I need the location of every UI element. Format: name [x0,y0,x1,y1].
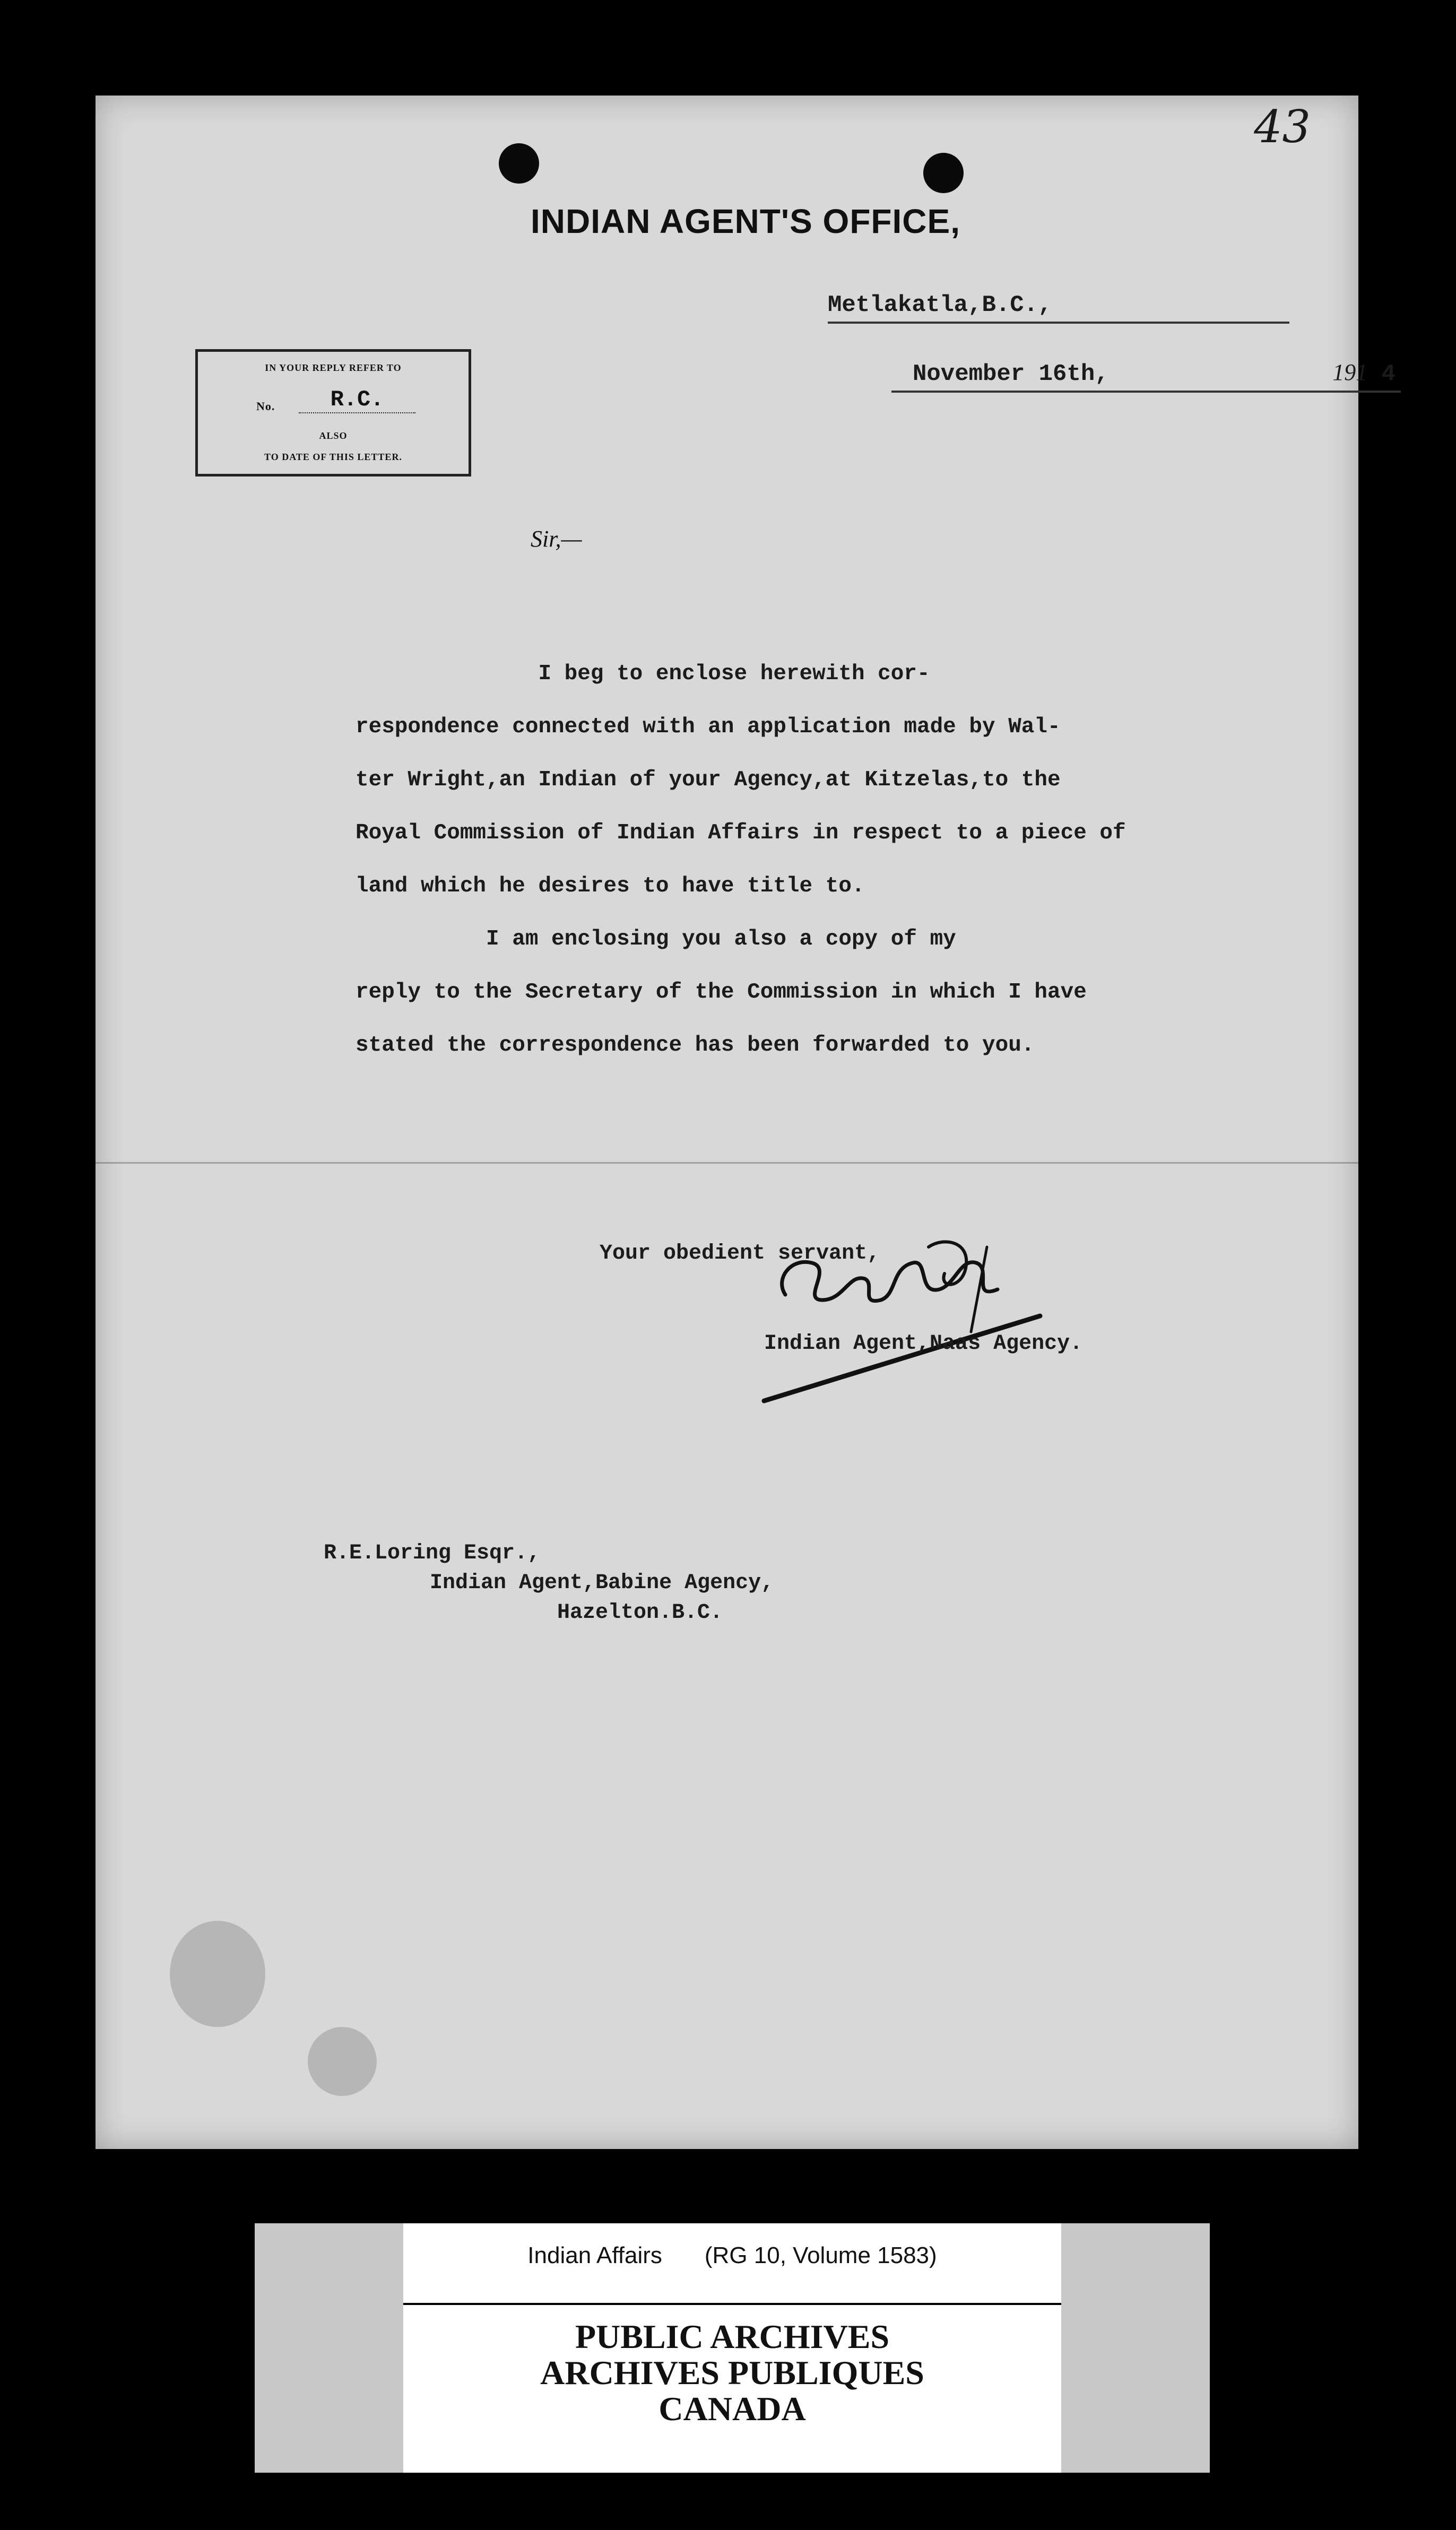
letter-body [356,647,1406,1072]
closing: Your obedient servant, [600,1242,880,1266]
addressee-name: R.E.Loring Esqr., [324,1541,541,1565]
addressee-location: Hazelton.B.C. [557,1601,723,1625]
body-line: ter Wright,an Indian of your Agency,at Kitzelas,to the [356,768,1061,792]
body-line: respondence connected with an application made by Wal- [356,715,1061,739]
letterhead-title: INDIAN AGENT'S OFFICE, [531,202,960,240]
reference-also: ALSO [319,430,348,441]
agent-title: Indian Agent,Naas Agency. [764,1332,1083,1356]
archive-stamp-line: CANADA [658,2390,806,2428]
page-number: 43 [1254,101,1311,153]
reference-date-note: TO DATE OF THIS LETTER. [264,452,402,462]
archive-label-card [403,2223,1061,2473]
body-line: I beg to enclose herewith cor- [356,662,930,686]
reference-instruction: IN YOUR REPLY REFER TO [265,362,402,373]
place-line [828,292,1289,324]
fold-line [96,1162,1358,1164]
body-line: Royal Commission of Indian Affairs in respect to a piece of [356,821,1126,845]
water-stain [170,1921,265,2027]
archive-stamp-line: ARCHIVES PUBLIQUES [540,2354,924,2392]
reference-number-row [256,384,415,413]
body-line: I am enclosing you also a copy of my [356,927,956,951]
archive-label-divider [403,2303,1061,2305]
date-day: November 16th, [913,361,1109,387]
archive-stamp-line: PUBLIC ARCHIVES [575,2318,890,2355]
archive-stamp [403,2319,1061,2427]
archive-volume: (RG 10, Volume 1583) [704,2242,937,2268]
body-line: stated the correspondence has been forwarded to you. [356,1033,1035,1058]
body-line: land which he desires to have title to. [356,874,865,898]
archive-label [255,2223,1210,2473]
reference-number-value: R.C. [299,387,415,413]
addressee-title: Indian Agent,Babine Agency, [430,1571,774,1595]
date-year-printed: 191 [1332,359,1368,385]
punch-hole-right [923,153,964,193]
place-text: Metlakatla,B.C., [828,292,1052,318]
punch-hole-left [499,143,539,184]
salutation: Sir,— [531,526,582,552]
handwritten-signature [753,1226,1051,1406]
water-stain [308,2027,377,2096]
addressee-block [324,1539,774,1628]
reference-box [195,349,471,476]
body-line: reply to the Secretary of the Commission in which I have [356,980,1087,1004]
date-year-typed: 4 [1381,361,1396,387]
reference-number-label: No. [256,400,275,413]
date-line [891,361,1401,393]
archive-series [403,2242,1061,2269]
date-year [1332,359,1396,387]
archive-series-name: Indian Affairs [527,2242,662,2268]
letter-page [96,96,1396,2149]
